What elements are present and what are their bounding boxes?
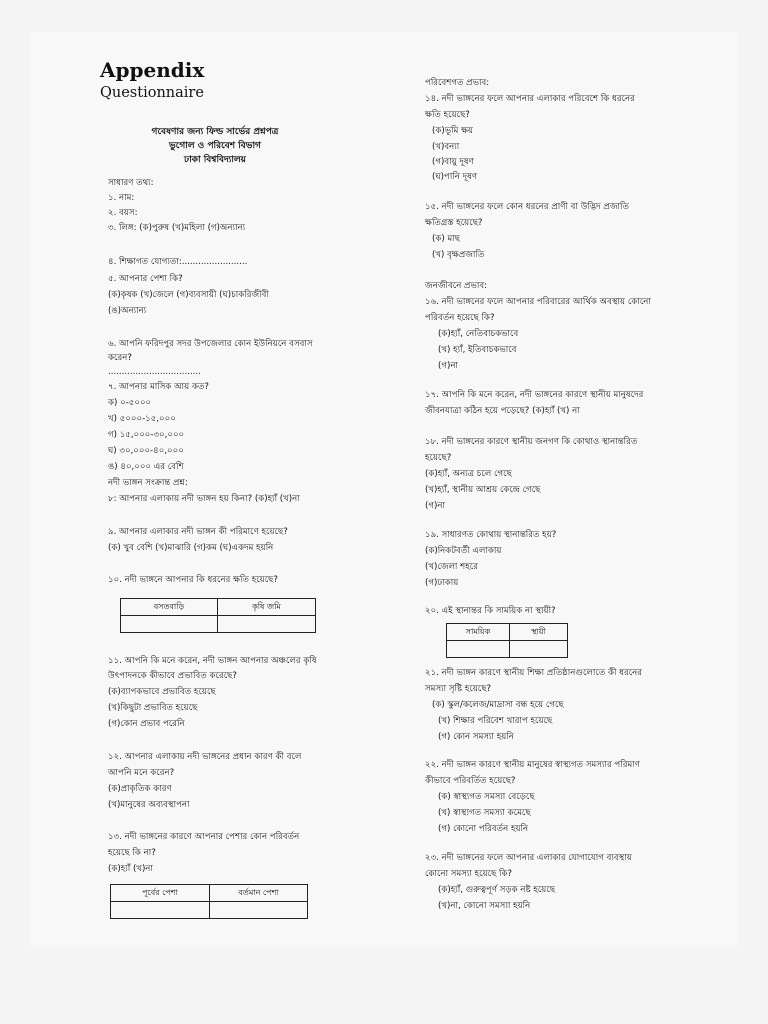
option-line: (ক)হ্যাঁ, অন্যত্র চলে গেছে bbox=[425, 469, 512, 479]
appendix-heading: Appendix bbox=[100, 58, 205, 82]
university-title: ঢাকা বিশ্ববিদ্যালয় bbox=[183, 155, 246, 165]
table-blank-cell bbox=[218, 616, 316, 633]
question-line: ৬. আপনি ফরিদপুর সদর উপজেলার কোন ইউনিয়নে বসবাস bbox=[108, 339, 313, 349]
question-line: ১০. নদী ভাঙ্গনে আপনার কি ধরনের ক্ষতি হয়েছে? bbox=[108, 575, 278, 585]
table-header-cell: স্থায়ী bbox=[510, 624, 568, 641]
option-line: (ক)হ্যাঁ (খ)না bbox=[108, 864, 153, 874]
option-line: গ) ১৫,০০০-৩০,০০০ bbox=[108, 430, 185, 440]
option-line: (খ) বৃক্ষপ্রজাতি bbox=[432, 250, 485, 260]
option-line: (খ)হ্যাঁ, স্থানীয় আশ্রয় কেন্দ্রে গেছে bbox=[425, 485, 541, 495]
option-line: (গ)না bbox=[438, 361, 458, 371]
question-line: ১. নাম: bbox=[108, 193, 135, 203]
table-header-cell: বর্তমান পেশা bbox=[210, 885, 308, 902]
option-line: (খ)বন্যা bbox=[432, 142, 460, 152]
question-line: উৎপাদনকে কীভাবে প্রভাবিত করেছে? bbox=[108, 671, 237, 681]
option-line: (ক) খুব বেশি (খ)মাঝারি (গ)কম (ঘ)একদম হয়নি bbox=[108, 543, 274, 553]
option-line: (ক)ব্যাপকভাবে প্রভাবিত হয়েছে bbox=[108, 687, 216, 697]
question-line: ৩. লিঙ্গ: (ক)পুরুষ (খ)মহিলা (গ)অন্যান্য bbox=[108, 223, 246, 233]
question-line: ১৭. আপনি কি মনে করেন, নদী ভাঙ্গনের কারণে স্থানীয় মানুষদের bbox=[425, 390, 644, 400]
question-line: ৮: আপনার এলাকায় নদী ভাঙ্গন হয় কিনা? (ক)হ্যাঁ (খ)না bbox=[108, 494, 300, 504]
question-line: ২. বয়স: bbox=[108, 208, 138, 218]
question-line: পরিবর্তন হয়েছে কি? bbox=[425, 313, 495, 323]
question-line: ২১. নদী ভাঙ্গন কারণে স্থানীয় শিক্ষা প্রতিষ্ঠানগুলোতে কী ধরনের bbox=[425, 668, 643, 678]
question-line: ক্ষতি হয়েছে? bbox=[425, 110, 470, 120]
option-line: খ) ৫০০০-১৫,০০০ bbox=[108, 414, 176, 424]
question-line: ১৩. নদী ভাঙ্গনের কারণে আপনার পেশার কোন পরিবর্তন bbox=[108, 832, 300, 842]
option-line: (ঘ)পানি দূষণ bbox=[432, 172, 478, 182]
table-blank-cell bbox=[111, 902, 210, 919]
question-line: ১৫. নদী ভাঙ্গনের ফলে কোন ধরনের প্রাণী বা উদ্ভিদ প্রজাতি bbox=[425, 202, 629, 212]
table-blank-cell bbox=[210, 902, 308, 919]
question-line: ২০. এই স্থানান্তর কি সাময়িক না স্থায়ী? bbox=[425, 606, 556, 616]
question-line: হয়েছে কি না? bbox=[108, 848, 156, 858]
question-line: ১৯. সাধারণত কোথায় স্থানান্তরিত হয়? bbox=[425, 530, 557, 540]
table-header-cell: সাময়িক bbox=[447, 624, 510, 641]
question-line: সমস্যা সৃষ্টি হয়েছে? bbox=[425, 684, 492, 694]
option-line: (গ)ঢাকায় bbox=[425, 578, 459, 588]
option-line: ঘ) ৩০,০০০-৪০,০০০ bbox=[108, 446, 184, 456]
option-line: (খ)কিছুটা প্রভাবিত হয়েছে bbox=[108, 703, 198, 713]
option-line: (গ)বায়ু দূষণ bbox=[432, 157, 474, 167]
option-line: (ক)ভূমি ক্ষয় bbox=[432, 126, 474, 136]
question-line: জীবনযাত্রা কঠিন হয়ে পড়েছে? (ক)হ্যাঁ (খ) না bbox=[425, 406, 580, 416]
survey-title: গবেষণার জন্য ফিল্ড সার্ভের প্রশ্নপত্র bbox=[151, 127, 279, 137]
question-line: ২২. নদী ভাঙ্গন কারণে স্থানীয় মানুষের স্বাস্থ্যগত সমস্যার পরিমাণ bbox=[425, 760, 640, 770]
question-line: ৭. আপনার মাসিক আয় কত? bbox=[108, 382, 209, 392]
profession-table bbox=[110, 884, 308, 919]
option-line: (ক)প্রাকৃতিক কারণ bbox=[108, 784, 172, 794]
section-river-erosion: নদী ভাঙ্গন সংক্রান্ত প্রশ্ন: bbox=[108, 478, 188, 488]
option-line: (খ) স্বাস্থ্যগত সমস্যা কমেছে bbox=[438, 808, 531, 818]
question-line: ক্ষতিগ্রস্ত হয়েছে? bbox=[425, 218, 483, 228]
option-line: (গ) কোনো পরিবর্তন হয়নি bbox=[438, 824, 529, 834]
option-line: (গ)কোন প্রভাব পরেনি bbox=[108, 719, 185, 729]
option-line: (ক) স্বাস্থ্যগত সমস্যা বেড়েছে bbox=[438, 792, 535, 802]
question-line: ১৮. নদী ভাঙ্গনের কারণে স্থানীয় জনগণ কি কোথাও স্থানান্তরিত bbox=[425, 437, 638, 447]
table-header-cell: বসতবাড়ি bbox=[121, 599, 218, 616]
option-line: (খ) হ্যাঁ, ইতিবাচকভাবে bbox=[438, 345, 517, 355]
question-line: ৪. শিক্ষাগত যোগ্যতা:........................ bbox=[108, 257, 248, 267]
option-line: (খ) শিক্ষার পরিবেশ খারাপ হয়েছে bbox=[438, 716, 553, 726]
option-line: (ক)নিকটবর্তী এলাকায় bbox=[425, 546, 502, 556]
question-line: ১২. আপনার এলাকায় নদী ভাঙ্গনের প্রধান কারণ কী বলে bbox=[108, 752, 302, 762]
question-line: ৫. আপনার পেশা কি? bbox=[108, 274, 183, 284]
table-blank-cell bbox=[510, 641, 568, 658]
question-line: ১৬. নদী ভাঙ্গনের ফলে আপনার পরিবারের আর্থিক অবস্থায় কোনো bbox=[425, 297, 651, 307]
option-line: (খ)মানুষের অব্যবস্থাপনা bbox=[108, 800, 190, 810]
question-line: করেন? bbox=[108, 353, 132, 363]
section-general-info: সাধারণ তথ্য: bbox=[108, 178, 154, 188]
option-line: (ঙ)অন্যান্য bbox=[108, 306, 147, 316]
question-line: ১৪. নদী ভাঙ্গনের ফলে আপনার এলাকার পরিবেশে কি ধরনের bbox=[425, 94, 635, 104]
department-title: ভুগোল ও পরিবেশ বিভাগ bbox=[169, 141, 261, 151]
questionnaire-subheading: Questionnaire bbox=[100, 85, 204, 101]
section-environmental-impact: পরিবেশগত প্রভাব: bbox=[425, 78, 490, 88]
option-line: ক) ০-৫০০০ bbox=[108, 398, 152, 408]
option-line: (ক)হ্যাঁ, গুরুত্বপূর্ণ সড়ক নষ্ট হয়েছে bbox=[438, 885, 556, 895]
section-public-life: জনজীবনে প্রভাব: bbox=[425, 281, 488, 291]
option-line: (ক) মাছ bbox=[432, 234, 460, 244]
table-header-cell: পূর্বের পেশা bbox=[111, 885, 210, 902]
table-header-cell: কৃষি জমি bbox=[218, 599, 316, 616]
option-line: ঙ) ৪০,০০০ এর বেশি bbox=[108, 462, 184, 472]
question-line: হয়েছে? bbox=[425, 453, 452, 463]
damage-table bbox=[120, 598, 316, 633]
question-line: ১১. আপনি কি মনে করেন, নদী ভাঙ্গন আপনার অঞ্চলের কৃষি bbox=[108, 656, 317, 666]
option-line: (গ)না bbox=[425, 501, 445, 511]
table-blank-cell bbox=[447, 641, 510, 658]
option-line: (গ) কোন সমস্যা হয়নি bbox=[438, 732, 514, 742]
question-line: কীভাবে পরিবর্তিত হয়েছে? bbox=[425, 776, 516, 786]
option-line: (খ)না, কোনো সমস্যা হয়নি bbox=[438, 901, 531, 911]
question-line: ২৩. নদী ভাঙ্গনের ফলে আপনার এলাকার যোগাযোগ ব্যবস্থায় bbox=[425, 853, 632, 863]
question-line: কোনো সমস্যা হয়েছে কি? bbox=[425, 869, 513, 879]
table-blank-cell bbox=[121, 616, 218, 633]
option-line: (খ)জেলা শহরে bbox=[425, 562, 478, 572]
option-line: (ক) স্কুল/কলেজ/মাদ্রাসা বন্ধ হয়ে গেছে bbox=[432, 700, 564, 710]
option-line: (ক)কৃষক (খ)জেলে (গ)ব্যবসায়ী (ঘ)চাকরিজীবী bbox=[108, 290, 269, 300]
question-line: আপনি মনে করেন? bbox=[108, 768, 175, 778]
question-line: ৯. আপনার এলাকার নদী ভাঙ্গন কী পরিমাণে হয়েছে? bbox=[108, 527, 288, 537]
option-line: (ক)হ্যাঁ, নেতিবাচকভাবে bbox=[438, 329, 519, 339]
answer-blank: .................................. bbox=[108, 367, 201, 377]
relocation-table bbox=[446, 623, 568, 658]
